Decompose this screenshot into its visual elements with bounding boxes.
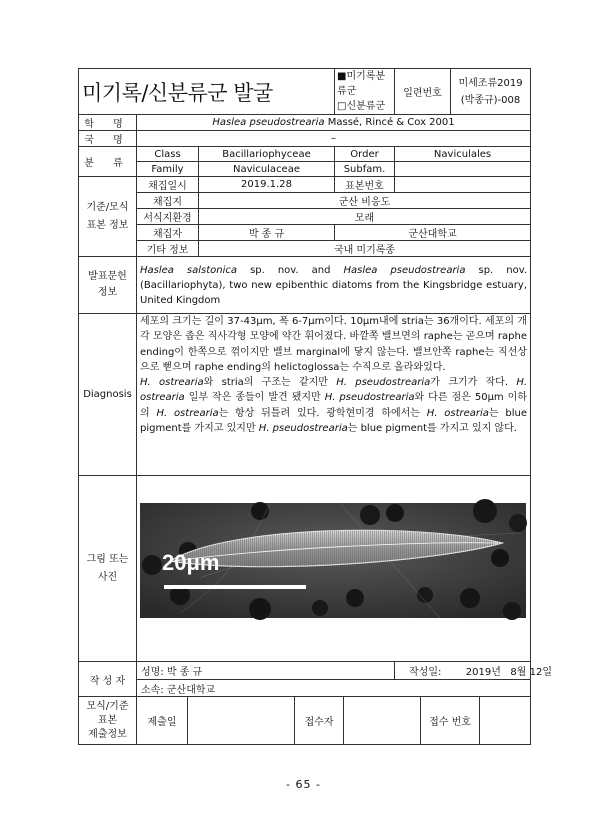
- form-title: 미기록/신분류군 발굴: [79, 69, 335, 115]
- collection-site-value: 군산 비응도: [199, 193, 531, 209]
- checkbox-new-taxon[interactable]: □신분류군: [337, 101, 386, 112]
- submission-label-3: 제출정보: [88, 728, 127, 740]
- collection-date-label: 채집일시: [137, 177, 199, 193]
- publication-text-2: sp. nov. (Bacillariophyta), two new epibenthic diatoms from the Kingsbridge estuary, United Kingdom: [140, 264, 528, 306]
- species-name: H. pseudostrearia: [324, 392, 415, 404]
- other-info-label: 기타 정보: [137, 241, 199, 257]
- serial-number-value-2: (박종규)-008: [460, 94, 521, 106]
- collection-date-value: 2019.1.28: [199, 177, 335, 193]
- subfamily-label: Subfam.: [335, 162, 395, 177]
- serial-number-value: 미세조류2019: [458, 77, 523, 89]
- page-number: - 65 -: [286, 778, 321, 791]
- publication-species-1: Haslea salstonica: [140, 264, 238, 276]
- figure-label: 그림 또는: [86, 553, 129, 565]
- submission-label: 모식/기준: [86, 700, 129, 712]
- submit-date-field[interactable]: [188, 697, 295, 744]
- collector-value: 박 종 규: [199, 225, 335, 241]
- collection-site-label: 채집지: [137, 193, 199, 209]
- receipt-number-field[interactable]: [480, 697, 530, 744]
- specimen-info-label: 기준/모식: [86, 201, 129, 213]
- species-name: H. ostrearia: [140, 377, 528, 404]
- specimen-number-value: [395, 177, 531, 193]
- order-value: Naviculales: [395, 147, 531, 162]
- author-affiliation: 소속: 군산대학교: [137, 680, 531, 697]
- diagnosis-text: 가 크기가 작다.: [430, 377, 517, 389]
- submission-label-2: 표본: [97, 714, 118, 726]
- diagnosis-text: 는 항상 뒤틀려 있다. 광학현미경 하에서는: [218, 407, 427, 419]
- korean-name-value: –: [137, 131, 531, 147]
- checkbox-unrecorded-taxon[interactable]: ■미기록분류군: [337, 71, 386, 97]
- scale-bar-label: 20μm: [162, 550, 220, 575]
- species-name: H. pseudostrearia: [336, 377, 431, 389]
- diagnosis-text: 는 blue pigment를 가지고 있지 않다.: [347, 423, 517, 435]
- subfamily-value: [395, 162, 531, 177]
- species-name: H. ostrearia: [140, 377, 204, 389]
- diagnosis-text: 와 다른 점은 50μm 이하의: [140, 392, 528, 419]
- other-info-value: 국내 미기록종: [199, 241, 531, 257]
- habitat-label: 서식지환경: [137, 209, 199, 225]
- habitat-value: 모래: [199, 209, 531, 225]
- class-value: Bacillariophyceae: [199, 147, 335, 162]
- diagnosis-text: 와 stria의 구조는 같지만: [203, 377, 337, 389]
- family-label: Family: [137, 162, 199, 177]
- date-written-value: 2019년 8월 12일: [465, 667, 552, 678]
- date-written-label: 작성일:: [409, 667, 442, 678]
- korean-name-label: 국 명: [79, 131, 137, 147]
- specimen-info-label-2: 표본 정보: [86, 219, 129, 231]
- scientific-name-authors: Massé, Rincé & Cox 2001: [324, 117, 455, 128]
- order-label: Order: [335, 147, 395, 162]
- species-name: H. ostrearia: [156, 407, 219, 419]
- receiver-field[interactable]: [344, 697, 421, 744]
- class-label: Class: [137, 147, 199, 162]
- classification-label: 분 류: [79, 147, 137, 177]
- author-label: 작 성 자: [79, 662, 137, 697]
- specimen-number-label: 표본번호: [335, 177, 395, 193]
- receipt-number-label: 접수 번호: [421, 697, 480, 744]
- scientific-name-binomial: Haslea pseudostrearia: [212, 117, 325, 128]
- scientific-name-label: 학 명: [79, 115, 137, 131]
- diagnosis-label: Diagnosis: [79, 314, 137, 476]
- collector-label: 채집자: [137, 225, 199, 241]
- family-value: Naviculaceae: [199, 162, 335, 177]
- serial-number-label: 일련번호: [395, 69, 451, 115]
- diagnosis-paragraph-1: 세포의 크기는 길이 37-43μm, 폭 6-7μm이다. 10μm내에 stria는 36개이다. 세포의 개각 모양은 좁은 직사각형 모양에 약간 휘어졌다. 바깥쪽 밸브면의 raphe는 곧으며 raphe ending이 한쪽으로 꺾이지만 밸브 marginal에 닿지 않는다. 밸브안쪽 raphe는 직선상으로 뻗으며 raphe ending의 helictoglossa는 수직으로 올라와있다.: [140, 316, 528, 373]
- species-name: H. pseudostrearia: [258, 423, 348, 435]
- institution-value: 군산대학교: [335, 225, 531, 241]
- diagnosis-text: 는 blue pigment를 가지고 있지만: [140, 407, 527, 435]
- publication-label-2: 정보: [97, 287, 118, 298]
- author-name: 성명: 박 종 규: [137, 662, 395, 680]
- figure-label-2: 사진: [97, 571, 118, 583]
- submit-date-label: 제출일: [137, 697, 188, 744]
- publication-species-2: Haslea pseudostrearia: [343, 264, 466, 276]
- publication-label: 발표문헌: [88, 271, 127, 282]
- species-name: H. ostrearia: [426, 407, 489, 419]
- publication-text-1: sp. nov. and: [237, 264, 344, 276]
- sem-micrograph: [140, 503, 526, 618]
- receiver-label: 접수자: [295, 697, 344, 744]
- record-form: [78, 68, 552, 745]
- diagnosis-text: 일부 작은 종들이 발견 됐지만: [184, 392, 325, 404]
- diagnosis-paragraph-2: [140, 375, 527, 436]
